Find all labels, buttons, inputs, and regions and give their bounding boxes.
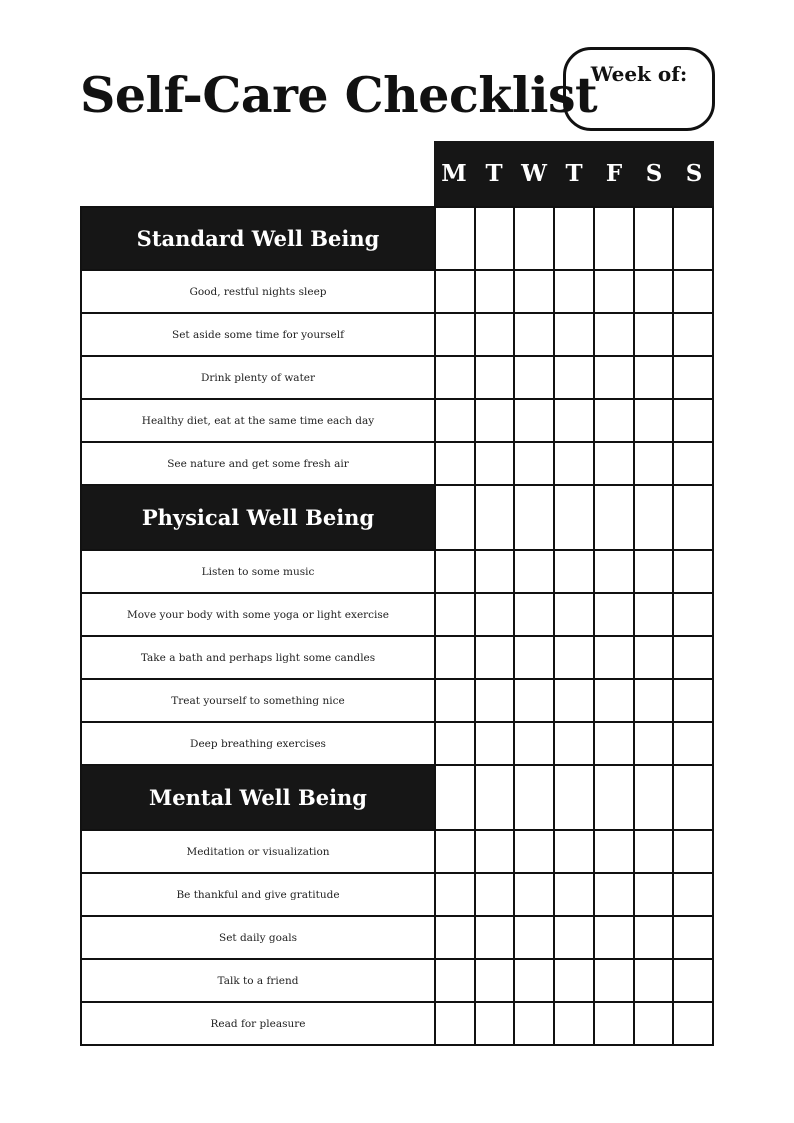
check-cell[interactable] bbox=[553, 551, 593, 592]
check-cell[interactable] bbox=[474, 357, 514, 398]
check-cell[interactable] bbox=[434, 1003, 474, 1044]
check-cell[interactable] bbox=[553, 208, 593, 269]
checklist-item-row bbox=[80, 831, 714, 874]
check-cell[interactable] bbox=[474, 1003, 514, 1044]
item-label: Meditation or visualization bbox=[186, 845, 330, 858]
check-cell[interactable] bbox=[434, 594, 474, 635]
check-cell[interactable] bbox=[513, 960, 553, 1001]
check-cell[interactable] bbox=[434, 551, 474, 592]
check-cell[interactable] bbox=[513, 917, 553, 958]
check-cell[interactable] bbox=[593, 357, 633, 398]
check-cell[interactable] bbox=[474, 271, 514, 312]
check-cell[interactable] bbox=[434, 208, 474, 269]
check-cell[interactable] bbox=[593, 723, 633, 764]
check-cell[interactable] bbox=[633, 917, 673, 958]
section-heading: Mental Well Being bbox=[82, 766, 434, 829]
check-cell[interactable] bbox=[672, 400, 714, 441]
checklist-item-row bbox=[80, 443, 714, 486]
check-cell[interactable] bbox=[434, 443, 474, 484]
check-cell[interactable] bbox=[672, 960, 714, 1001]
check-cell[interactable] bbox=[553, 960, 593, 1001]
check-cell[interactable] bbox=[553, 443, 593, 484]
check-cell[interactable] bbox=[633, 960, 673, 1001]
check-cell[interactable] bbox=[593, 917, 633, 958]
day-tuesday: T bbox=[485, 160, 503, 187]
check-cell[interactable] bbox=[672, 271, 714, 312]
item-label: Treat yourself to something nice bbox=[171, 694, 345, 707]
check-cell[interactable] bbox=[513, 314, 553, 355]
checklist-item-row bbox=[80, 917, 714, 960]
check-cell[interactable] bbox=[553, 917, 593, 958]
check-cell[interactable] bbox=[513, 443, 553, 484]
item-label: Talk to a friend bbox=[217, 974, 299, 987]
check-cell[interactable] bbox=[633, 680, 673, 721]
check-cell[interactable] bbox=[513, 551, 553, 592]
item-label: Read for pleasure bbox=[210, 1017, 306, 1030]
check-cell[interactable] bbox=[633, 831, 673, 872]
check-cell[interactable] bbox=[593, 874, 633, 915]
item-label: Take a bath and perhaps light some candles bbox=[140, 651, 376, 664]
check-cell[interactable] bbox=[474, 874, 514, 915]
check-cell[interactable] bbox=[513, 874, 553, 915]
check-cell[interactable] bbox=[513, 831, 553, 872]
check-cell[interactable] bbox=[553, 314, 593, 355]
section-row-standard bbox=[80, 206, 714, 271]
check-cell[interactable] bbox=[672, 637, 714, 678]
check-cell[interactable] bbox=[553, 594, 593, 635]
check-cell[interactable] bbox=[633, 271, 673, 312]
check-cell[interactable] bbox=[633, 208, 673, 269]
item-label: Set aside some time for yourself bbox=[172, 328, 344, 341]
checklist-item-row bbox=[80, 271, 714, 314]
checklist-item-row bbox=[80, 680, 714, 723]
check-cell[interactable] bbox=[434, 357, 474, 398]
check-cell[interactable] bbox=[593, 680, 633, 721]
check-cell[interactable] bbox=[672, 680, 714, 721]
check-cell[interactable] bbox=[553, 680, 593, 721]
check-cell[interactable] bbox=[672, 486, 714, 549]
checklist-item-row bbox=[80, 637, 714, 680]
check-cell[interactable] bbox=[672, 443, 714, 484]
check-cell[interactable] bbox=[553, 723, 593, 764]
check-cell[interactable] bbox=[553, 357, 593, 398]
page-title: Self-Care Checklist bbox=[80, 66, 598, 124]
check-cell[interactable] bbox=[434, 723, 474, 764]
check-cell[interactable] bbox=[633, 723, 673, 764]
check-cell[interactable] bbox=[633, 357, 673, 398]
item-label: Move your body with some yoga or light exercise bbox=[126, 608, 390, 621]
check-cell[interactable] bbox=[474, 723, 514, 764]
check-cell[interactable] bbox=[474, 917, 514, 958]
check-cell[interactable] bbox=[474, 314, 514, 355]
checklist-item-row bbox=[80, 314, 714, 357]
check-cell[interactable] bbox=[513, 766, 553, 829]
check-cell[interactable] bbox=[593, 960, 633, 1001]
check-cell[interactable] bbox=[553, 831, 593, 872]
item-label: Deep breathing exercises bbox=[190, 737, 326, 750]
check-cell[interactable] bbox=[434, 400, 474, 441]
check-cell[interactable] bbox=[513, 637, 553, 678]
check-cell[interactable] bbox=[672, 357, 714, 398]
check-cell[interactable] bbox=[474, 960, 514, 1001]
check-cell[interactable] bbox=[633, 874, 673, 915]
check-cell[interactable] bbox=[593, 400, 633, 441]
item-label: Listen to some music bbox=[201, 565, 315, 578]
check-cell[interactable] bbox=[474, 443, 514, 484]
check-cell[interactable] bbox=[434, 831, 474, 872]
section-heading: Physical Well Being bbox=[82, 486, 434, 549]
check-cell[interactable] bbox=[633, 594, 673, 635]
item-label: Drink plenty of water bbox=[200, 371, 316, 384]
check-cell[interactable] bbox=[513, 486, 553, 549]
check-cell[interactable] bbox=[513, 271, 553, 312]
check-cell[interactable] bbox=[593, 1003, 633, 1044]
check-cell[interactable] bbox=[672, 208, 714, 269]
check-cell[interactable] bbox=[434, 486, 474, 549]
check-cell[interactable] bbox=[513, 1003, 553, 1044]
check-cell[interactable] bbox=[553, 271, 593, 312]
check-cell[interactable] bbox=[474, 208, 514, 269]
check-cell[interactable] bbox=[434, 680, 474, 721]
check-cell[interactable] bbox=[593, 443, 633, 484]
day-header-row bbox=[434, 141, 714, 207]
check-cell[interactable] bbox=[553, 486, 593, 549]
day-sunday: S bbox=[685, 160, 703, 187]
check-cell[interactable] bbox=[633, 1003, 673, 1044]
day-thursday: T bbox=[565, 160, 583, 187]
check-cell[interactable] bbox=[513, 594, 553, 635]
check-cell[interactable] bbox=[593, 271, 633, 312]
check-cell[interactable] bbox=[513, 208, 553, 269]
day-saturday: S bbox=[645, 160, 663, 187]
check-cell[interactable] bbox=[593, 766, 633, 829]
check-cell[interactable] bbox=[553, 766, 593, 829]
check-cell[interactable] bbox=[474, 594, 514, 635]
check-cell[interactable] bbox=[434, 637, 474, 678]
check-cell[interactable] bbox=[474, 680, 514, 721]
check-cell[interactable] bbox=[553, 874, 593, 915]
item-label: Good, restful nights sleep bbox=[189, 285, 327, 298]
section-heading: Standard Well Being bbox=[82, 208, 434, 269]
checklist-item-row bbox=[80, 400, 714, 443]
check-cell[interactable] bbox=[593, 637, 633, 678]
check-cell[interactable] bbox=[672, 723, 714, 764]
checklist-item-row bbox=[80, 874, 714, 917]
check-cell[interactable] bbox=[434, 874, 474, 915]
check-cell[interactable] bbox=[434, 766, 474, 829]
check-cell[interactable] bbox=[593, 314, 633, 355]
check-cell[interactable] bbox=[633, 400, 673, 441]
check-cell[interactable] bbox=[553, 400, 593, 441]
check-cell[interactable] bbox=[672, 917, 714, 958]
checklist-grid bbox=[80, 141, 714, 1048]
checklist-item-row bbox=[80, 551, 714, 594]
week-of-field[interactable] bbox=[563, 47, 715, 131]
check-cell[interactable] bbox=[633, 551, 673, 592]
checklist-item-row bbox=[80, 1003, 714, 1046]
checklist-item-row bbox=[80, 357, 714, 400]
checklist-item-row bbox=[80, 723, 714, 766]
day-friday: F bbox=[605, 160, 623, 187]
checklist-rows bbox=[80, 206, 714, 1046]
check-cell[interactable] bbox=[672, 766, 714, 829]
check-cell[interactable] bbox=[513, 723, 553, 764]
check-cell[interactable] bbox=[633, 637, 673, 678]
check-cell[interactable] bbox=[434, 271, 474, 312]
check-cell[interactable] bbox=[474, 400, 514, 441]
check-cell[interactable] bbox=[553, 637, 593, 678]
check-cell[interactable] bbox=[672, 874, 714, 915]
item-label: See nature and get some fresh air bbox=[167, 457, 349, 470]
check-cell[interactable] bbox=[672, 1003, 714, 1044]
check-cell[interactable] bbox=[672, 314, 714, 355]
check-cell[interactable] bbox=[434, 960, 474, 1001]
check-cell[interactable] bbox=[593, 208, 633, 269]
check-cell[interactable] bbox=[672, 594, 714, 635]
check-cell[interactable] bbox=[513, 680, 553, 721]
check-cell[interactable] bbox=[474, 831, 514, 872]
check-cell[interactable] bbox=[513, 400, 553, 441]
section-row-mental bbox=[80, 766, 714, 831]
check-cell[interactable] bbox=[593, 831, 633, 872]
check-cell[interactable] bbox=[474, 551, 514, 592]
check-cell[interactable] bbox=[672, 831, 714, 872]
check-cell[interactable] bbox=[633, 443, 673, 484]
item-label: Be thankful and give gratitude bbox=[176, 888, 340, 901]
check-cell[interactable] bbox=[434, 314, 474, 355]
check-cell[interactable] bbox=[672, 551, 714, 592]
checklist-item-row bbox=[80, 960, 714, 1003]
check-cell[interactable] bbox=[553, 1003, 593, 1044]
check-cell[interactable] bbox=[593, 551, 633, 592]
section-row-physical bbox=[80, 486, 714, 551]
check-cell[interactable] bbox=[474, 766, 514, 829]
item-label: Healthy diet, eat at the same time each day bbox=[141, 414, 375, 427]
check-cell[interactable] bbox=[633, 486, 673, 549]
check-cell[interactable] bbox=[474, 486, 514, 549]
checklist-item-row bbox=[80, 594, 714, 637]
check-cell[interactable] bbox=[434, 917, 474, 958]
check-cell[interactable] bbox=[474, 637, 514, 678]
week-of-label: Week of: bbox=[590, 62, 688, 86]
check-cell[interactable] bbox=[633, 314, 673, 355]
check-cell[interactable] bbox=[593, 486, 633, 549]
check-cell[interactable] bbox=[593, 594, 633, 635]
check-cell[interactable] bbox=[513, 357, 553, 398]
check-cell[interactable] bbox=[633, 766, 673, 829]
day-wednesday: W bbox=[521, 160, 547, 187]
day-monday: M bbox=[441, 160, 467, 187]
item-label: Set daily goals bbox=[219, 931, 297, 944]
